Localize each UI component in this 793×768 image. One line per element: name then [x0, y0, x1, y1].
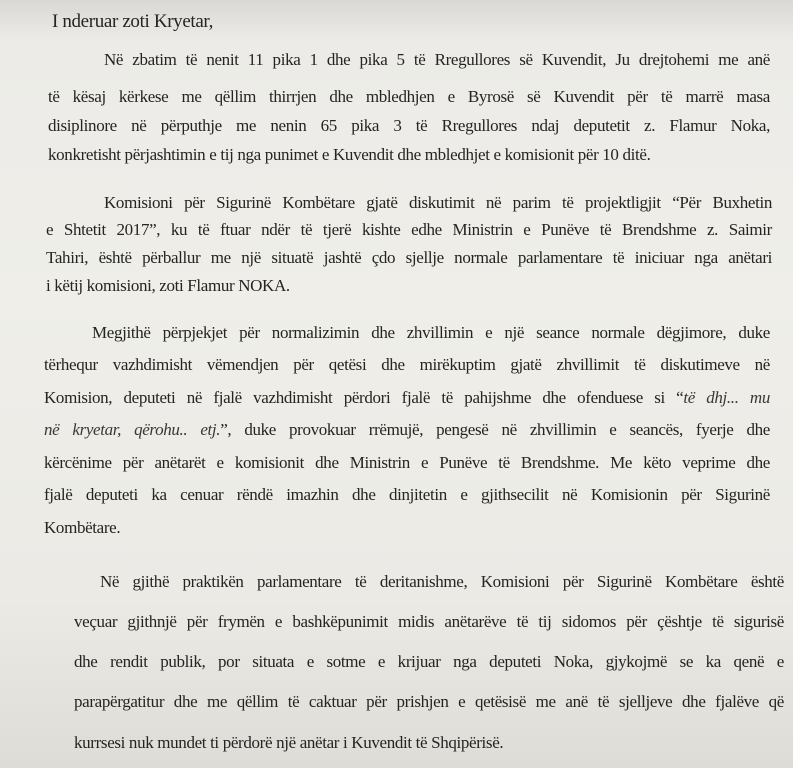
- text-line: [104, 191, 772, 215]
- text-line: [44, 483, 770, 507]
- text-line: [44, 353, 770, 377]
- line-text: Komision, deputeti në fjalë vazhdimisht përdori fjalë të pahijshme dhe ofenduese si “: [44, 388, 684, 407]
- text-line: [92, 321, 770, 345]
- line-text: ”, duke provokuar rrëmujë, pengesë në zhvillimin e seancës, fyerje dhe: [220, 420, 770, 439]
- line-text: parapërgatitur dhe me qëllim të caktuar për prishjen e qetësisë me anë të sjelljeve dhe fjalëve që: [74, 692, 784, 711]
- text-line: [74, 690, 784, 714]
- line-text: veçuar gjithnjë për frymën e bashkëpunimit midis anëtarëve të tij sidomos për çështje të sigurisë: [74, 612, 784, 631]
- line-text: i këtij komisioni, zoti Flamur NOKA.: [46, 276, 290, 295]
- line-text: tërhequr vazhdimisht vëmendjen për qetësi dhe mirëkuptim gjatë zhvillimit të diskutimeve në: [44, 355, 770, 374]
- text-line: [48, 85, 770, 109]
- line-text: Komisioni për Sigurinë Kombëtare gjatë diskutimit në parim të projektligjit “Për Buxhetin: [104, 193, 772, 212]
- line-text: konkretisht përjashtimin e tij nga punimet e Kuvendit dhe mbledhjet e komisionit për 10 ditë.: [48, 145, 651, 164]
- text-line: [104, 48, 770, 72]
- text-line: [74, 650, 784, 674]
- text-line: [48, 143, 770, 167]
- line-text: Megjithë përpjekjet për normalizimin dhe zhvillimin e një seance normale dëgjimore, duke: [92, 323, 770, 342]
- line-text: të kësaj kërkese me qëllim thirrjen dhe mbledhjen e Byrosë së Kuvendit për të marrë masa: [48, 87, 770, 106]
- line-text: kurrsesi nuk mundet ti përdorë një anëtar i Kuvendit të Shqipërisë.: [74, 733, 504, 752]
- line-text: disiplinore në përputhje me nenin 65 pika 3 të Rregullores ndaj deputetit z. Flamur Noka,: [48, 116, 770, 135]
- text-line: [74, 610, 784, 634]
- line-text: kërcënime për anëtarët e komisionit dhe Ministrin e Punëve të Brendshme. Me këto veprime dhe: [44, 453, 770, 472]
- text-line: [46, 218, 772, 242]
- line-text: Në gjithë praktikën parlamentare të deritanishme, Komisioni për Sigurinë Kombëtare është: [100, 572, 784, 591]
- text-line: [44, 451, 770, 475]
- text-line: [46, 246, 772, 270]
- line-text: e Shtetit 2017”, ku të ftuar ndër të tjerë kishte edhe Ministrin e Punëve të Brendshme z. Saimir: [46, 220, 772, 239]
- text-line: [74, 731, 784, 755]
- line-text: Në zbatim të nenit 11 pika 1 dhe pika 5 të Rregullores së Kuvendit, Ju drejtohemi me anë: [104, 50, 770, 69]
- text-line: [44, 386, 770, 410]
- salutation: I nderuar zoti Kryetar,: [52, 11, 214, 32]
- quoted-text: të dhj... mu: [683, 388, 770, 407]
- text-line: [44, 516, 770, 540]
- line-text: dhe rendit publik, por situata e sotme e krijuar nga deputeti Noka, gjykojmë se ka qenë e: [74, 652, 784, 671]
- line-text: Tahiri, është përballur me një situatë jashtë çdo sjellje normale parlamentare të iniciuar nga anëtari: [46, 248, 772, 267]
- quoted-text: në kryetar, qërohu.. etj.: [44, 420, 221, 439]
- text-line: [44, 418, 770, 442]
- line-text: fjalë deputeti ka cenuar rëndë imazhin dhe dinjitetin e gjithsecilit në Komisionin për Sigurinë: [44, 485, 770, 504]
- text-line: [46, 274, 772, 298]
- line-text: Kombëtare.: [44, 518, 121, 537]
- text-line: [100, 570, 784, 594]
- text-line: [48, 114, 770, 138]
